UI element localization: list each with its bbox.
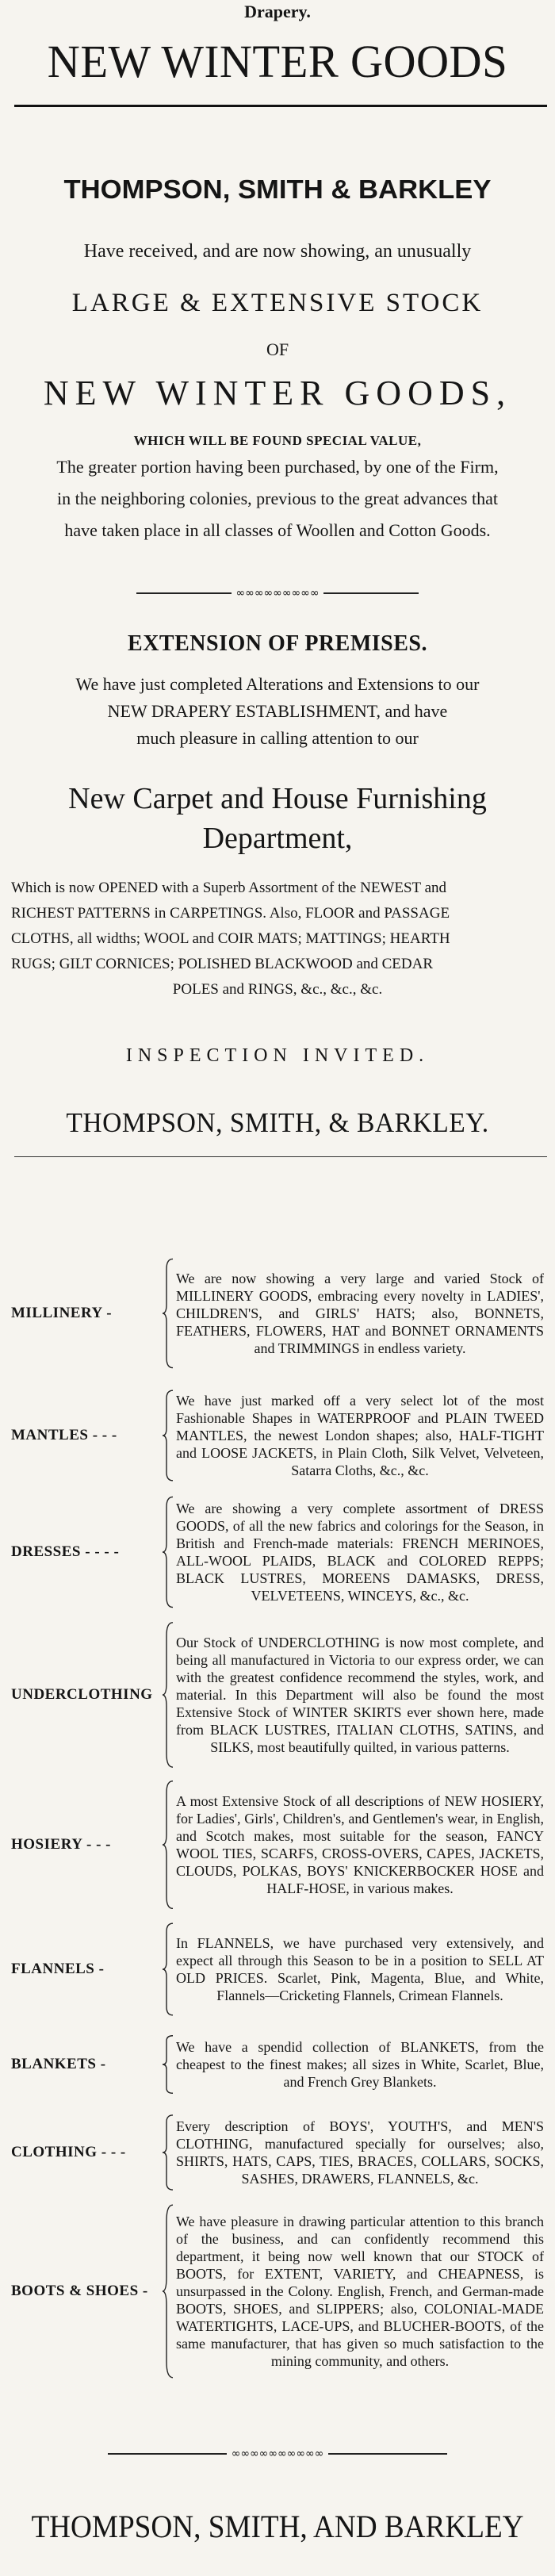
inspection-invited: INSPECTION INVITED.: [125, 1045, 430, 1066]
department-label: DRESSES - - - -: [11, 1543, 120, 1560]
brace-icon: [162, 2035, 174, 2094]
department-label: BOOTS & SHOES -: [11, 2283, 148, 2299]
carpet-line-4: RUGS; GILT CORNICES; POLISHED BLACKWOOD and CEDAR: [11, 956, 434, 972]
department-label: BLANKETS -: [11, 2056, 106, 2072]
department-label: MANTLES - - -: [11, 1427, 117, 1443]
brace-icon: [162, 1922, 174, 2016]
carpet-line-1: Which is now OPENED with a Superb Assortment of the NEWEST and: [11, 880, 446, 896]
extension-line-3: much pleasure in calling attention to our: [136, 728, 419, 748]
department-description: We have pleasure in drawing particular attention to this branch of the business, and can confidently recommend this department, it being now well known that our STOCK of BOOTS, for EXTENT, VARIETY, and CHEAPNESS, is unsurpassed in the Colony. English, French, and German-made BOOTS, SHOES, and SLIPPERS; also, COLONIAL-MADE WATERTIGHTS, LACE-UPS, and BLUCHER-BOOTS, of the same manufacturer, that has given so much satisfaction to the mining community, and others.: [176, 2214, 544, 2369]
department-description: We are showing a very complete assortment of DRESS GOODS, of all the new fabrics and colorings for the Season, in British and French-made materials: FRENCH MERINOES, ALL-WOOL PLAIDS, BLACK and COLORED REPPS; BLACK LUSTRES, MOREENS DAMASKS, DRESS, VELVETEENS, WINCEYS, &c., &c.: [176, 1501, 544, 1604]
firm-name-secondary: THOMPSON, SMITH, & BARKLEY.: [66, 1107, 489, 1138]
section-label: Drapery.: [244, 2, 311, 21]
department-label: HOSIERY - - -: [11, 1836, 111, 1853]
department-underclothing: [11, 1621, 544, 1769]
department-label: MILLINERY -: [11, 1305, 113, 1321]
department-millinery: [11, 1258, 544, 1369]
purchase-line-2: in the neighboring colonies, previous to the great advances that: [57, 489, 498, 508]
department-blankets: [11, 2035, 544, 2094]
department-hosiery: [11, 1780, 544, 1910]
new-winter-goods-title: NEW WINTER GOODS,: [43, 374, 512, 412]
carpet-line-3: CLOTHS, all widths; WOOL and COIR MATS; MATTINGS; HEARTH: [11, 930, 450, 947]
department-description: Every description of BOYS', YOUTH'S, and MEN'S CLOTHING, manufactured specially for ourselves; also, SHIRTS, HATS, CAPS, TIES, BRACES, COLLARS, SOCKS, SASHES, DRAWERS, FLANNELS, &c.: [176, 2118, 544, 2187]
intro-text: Have received, and are now showing, an unusually: [83, 241, 472, 262]
headline: NEW WINTER GOODS: [47, 36, 508, 87]
carpet-department-subtitle: Department,: [202, 822, 353, 855]
purchase-line-3: have taken place in all classes of Woollen and Cotton Goods.: [64, 520, 491, 540]
extension-title: EXTENSION OF PREMISES.: [128, 631, 427, 656]
footer-firm-name: THOMPSON, SMITH, AND BARKLEY: [31, 2509, 524, 2544]
brace-icon: [162, 2114, 174, 2191]
department-description: We have just marked off a very select lot of the most Fashionable Shapes in WATERPROOF and PLAIN TWEED MANTLES, the newest London shapes; also, HALF-TIGHT and LOOSE JACKETS, in Plain Cloth, Silk Velvet, Velveteen, Satarra Cloths, &c., &c.: [176, 1393, 544, 1478]
department-flannels: [11, 1922, 544, 2016]
department-description: A most Extensive Stock of all descriptions of NEW HOSIERY, for Ladies', Girls', Children's, and Gentlemen's wear, in English, and Scotch makes, most suitable for the season, FANCY WOOL TIES, SCARFS, CROSS-OVERS, CAPES, JACKETS, CLOUDS, POLKAS, BOYS' KNICKERBOCKER HOSE and HALF-HOSE, in various makes.: [176, 1793, 544, 1896]
carpet-line-2: RICHEST PATTERNS in CARPETINGS. Also, FLOOR and PASSAGE: [11, 905, 450, 922]
purchase-line-1: The greater portion having been purchased, by one of the Firm,: [56, 457, 499, 477]
department-boots-shoes: [11, 2203, 544, 2379]
ornament-divider: ∞∞∞∞∞∞∞∞∞∞: [0, 2448, 555, 2460]
special-value-line: WHICH WILL BE FOUND SPECIAL VALUE,: [133, 433, 422, 448]
carpet-line-5: POLES and RINGS, &c., &c., &c.: [172, 981, 383, 998]
extension-line-2: NEW DRAPERY ESTABLISHMENT, and have: [107, 701, 448, 721]
firm-name: THOMPSON, SMITH & BARKLEY: [63, 174, 492, 204]
department-label: UNDERCLOTHING: [11, 1686, 153, 1703]
department-label: CLOTHING - - -: [11, 2144, 126, 2160]
divider: [14, 1156, 547, 1157]
department-label: FLANNELS -: [11, 1961, 105, 1977]
ornament-divider: ∞∞∞∞∞∞∞∞∞: [0, 587, 555, 600]
brace-icon: [162, 1621, 174, 1769]
department-dresses: [11, 1496, 544, 1608]
brace-icon: [162, 1258, 174, 1369]
brace-icon: [162, 2203, 174, 2379]
department-description: Our Stock of UNDERCLOTHING is now most complete, and being all manufactured in Victoria to our express order, we can with the greatest confidence recommend the styles, work, and material. In this Department will also be found the most Extensive Stock of WINTER SKIRTS ever shown here, made from BLACK LUSTRES, ITALIAN CLOTHS, SATINS, and SILKS, most beautifully quilted, in various patterns.: [176, 1635, 544, 1755]
of-line: OF: [266, 339, 289, 359]
large-stock-line: LARGE & EXTENSIVE STOCK: [71, 289, 484, 317]
department-description: We are now showing a very large and varied Stock of MILLINERY GOODS, embracing every novelty in LADIES', CHILDREN'S, and GIRLS' HATS; also, BONNETS, FEATHERS, FLOWERS, HAT and BONNET ORNAMENTS and TRIMMINGS in endless variety.: [176, 1271, 544, 1356]
brace-icon: [162, 1390, 174, 1482]
brace-icon: [162, 1496, 174, 1608]
brace-icon: [162, 1780, 174, 1910]
carpet-department-title: New Carpet and House Furnishing: [68, 782, 487, 815]
department-clothing: [11, 2114, 544, 2191]
divider: [14, 105, 547, 107]
extension-line-1: We have just completed Alterations and Extensions to our: [75, 674, 480, 694]
department-mantles: [11, 1390, 544, 1482]
department-description: In FLANNELS, we have purchased very extensively, and expect all through this Season to be in a position to SELL AT OLD PRICES. Scarlet, Pink, Magenta, Blue, and White, Flannels—Cricketing Flannels, Crimean Flannels.: [176, 1935, 544, 2003]
department-description: We have a spendid collection of BLANKETS, from the cheapest to the finest makes; all sizes in White, Scarlet, Blue, and French Grey Blankets.: [176, 2039, 544, 2090]
